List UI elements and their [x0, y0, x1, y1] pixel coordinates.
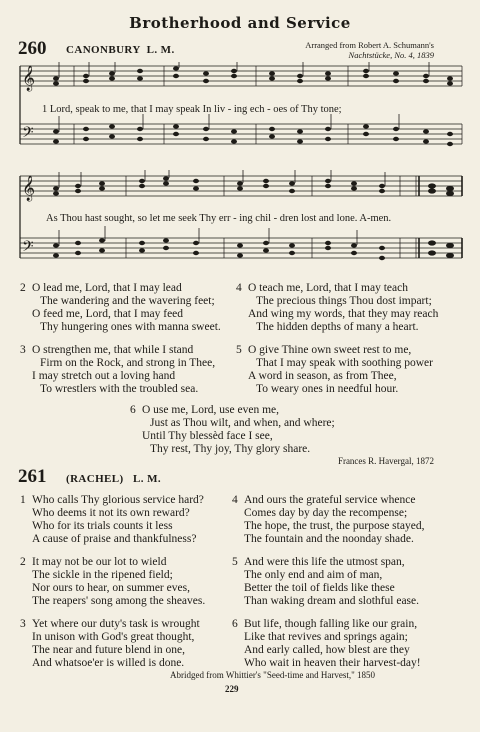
verse-line: Thy hungering ones with manna sweet.	[40, 321, 221, 333]
verse-line: And wing my words, that they may reach	[248, 308, 439, 320]
hymn-260-verse-2	[20, 282, 235, 334]
verse-line: Who calls Thy glorious service hard?	[32, 494, 204, 506]
hymn-260-tune: CANONBURY	[66, 44, 141, 56]
verse-number: 2	[20, 282, 26, 294]
verse-line: Better the toil of fields like these	[244, 582, 395, 594]
hymn-261-verse-5	[232, 556, 467, 608]
arrangement-line-1: Arranged from Robert A. Schumann's	[305, 40, 434, 50]
verse-line: The only end and aim of man,	[244, 569, 383, 581]
verse-line: Than waking dream and slothful ease.	[244, 595, 419, 607]
verse-line: Thy rest, Thy joy, Thy glory share.	[150, 443, 311, 455]
hymn-260-lyric-line-2: As Thou hast sought, so let me seek Thy err - ing chil - dren lost and lone. A-men.	[46, 213, 392, 224]
verse-number: 6	[130, 404, 136, 416]
verse-line: Yet where our duty's task is wrought	[32, 618, 200, 630]
verse-line: The hope, the trust, the purpose stayed,	[244, 520, 425, 532]
verse-line: A cause of praise and thankfulness?	[32, 533, 197, 545]
verse-line: O give Thine own sweet rest to me,	[248, 344, 412, 356]
verse-line: In unison with God's great thought,	[32, 631, 195, 643]
hymn-261-verse-4	[232, 494, 467, 546]
hymn-260-arrangement	[305, 40, 434, 60]
hymn-261-tune: (RACHEL)	[66, 473, 124, 485]
verse-line: The near and future blend in one,	[32, 644, 185, 656]
verse-line: That I may speak with soothing power	[256, 357, 433, 369]
verse-line: Nor ours to hear, on summer eves,	[32, 582, 190, 594]
verse-line: O lead me, Lord, that I may lead	[32, 282, 182, 294]
verse-line: O teach me, Lord, that I may teach	[248, 282, 408, 294]
verse-line: The wandering and the wavering feet;	[40, 295, 215, 307]
hymn-261-verse-2	[20, 556, 235, 608]
hymn-260-verse-6	[130, 404, 370, 456]
hymn-260-verse-5	[236, 344, 466, 396]
verse-line: A word in season, as from Thee,	[248, 370, 397, 382]
hymn-260-verse-3	[20, 344, 235, 396]
verse-line: The sickle in the ripened field;	[32, 569, 173, 581]
verse-number: 4	[236, 282, 242, 294]
hymn-260-meter: L. M.	[146, 44, 175, 56]
verse-line: O strengthen me, that while I stand	[32, 344, 194, 356]
hymn-261-number: 261	[18, 466, 47, 487]
hymn-261-tune-name	[66, 473, 161, 485]
verse-line: And whatsoe'er is willed is done.	[32, 657, 185, 669]
hymn-261-verse-6	[232, 618, 467, 670]
verse-number: 5	[236, 344, 242, 356]
hymn-260-tune-name	[66, 44, 175, 56]
verse-line: Like that revives and springs again;	[244, 631, 408, 643]
hymn-261-verse-3	[20, 618, 235, 670]
verse-line: But life, though falling like our grain,	[244, 618, 418, 630]
hymn-260-number: 260	[18, 38, 47, 59]
verse-line: It may not be our lot to wield	[32, 556, 167, 568]
arrangement-line-2: Nachtstücke, No. 4, 1839	[348, 50, 434, 60]
verse-number: 5	[232, 556, 238, 568]
verse-line: Who deems it not its own reward?	[32, 507, 190, 519]
verse-line: Firm on the Rock, and strong in Thee,	[40, 357, 216, 369]
verse-line: And were this life the utmost span,	[244, 556, 405, 568]
verse-line: Who for its trials counts it less	[32, 520, 173, 532]
svg-text:𝄢: 𝄢	[22, 238, 34, 259]
verse-line: The precious things Thou dost impart;	[256, 295, 432, 307]
verse-line: O feed me, Lord, that I may feed	[32, 308, 184, 320]
hymn-261-meter: L. M.	[133, 473, 162, 485]
page-number: 229	[225, 684, 239, 694]
verse-line: Who wait in heaven their harvest-day!	[244, 657, 421, 669]
verse-line: And early called, how blest are they	[244, 644, 410, 656]
hymn-261-author-credit: Abridged from Whittier's "Seed-time and Harvest," 1850	[170, 670, 376, 680]
hymn-260-verse-4	[236, 282, 466, 334]
verse-number: 3	[20, 344, 26, 356]
hymn-260-author-credit: Frances R. Havergal, 1872	[337, 456, 434, 466]
verse-line: To wrestlers with the troubled sea.	[40, 383, 199, 395]
verse-number: 6	[232, 618, 238, 630]
hymn-261-verse-1	[20, 494, 235, 546]
verse-line: Just as Thou wilt, and when, and where;	[150, 417, 335, 429]
verse-line: The hidden depths of many a heart.	[256, 321, 419, 333]
verse-number: 1	[20, 494, 26, 506]
svg-text:𝄞: 𝄞	[22, 176, 36, 201]
verse-number: 2	[20, 556, 26, 568]
svg-text:𝄢: 𝄢	[22, 124, 34, 145]
verse-line: O use me, Lord, use even me,	[142, 404, 280, 416]
verse-line: Comes day by day the recompense;	[244, 507, 408, 519]
verse-line: The fountain and the noonday shade.	[244, 533, 414, 545]
verse-line: Until Thy blessèd face I see,	[142, 430, 273, 442]
verse-line: I may stretch out a loving hand	[32, 370, 176, 382]
verse-number: 3	[20, 618, 26, 630]
verse-line: The reapers' song among the sheaves.	[32, 595, 206, 607]
verse-line: And ours the grateful service whence	[244, 494, 416, 506]
svg-text:𝄞: 𝄞	[22, 66, 36, 91]
verse-number: 4	[232, 494, 238, 506]
page-running-header: Brotherhood and Service	[129, 14, 351, 32]
hymn-260-lyric-line-1: 1 Lord, speak to me, that I may speak In liv - ing ech - oes of Thy tone;	[42, 104, 342, 115]
verse-line: To weary ones in needful hour.	[256, 383, 399, 395]
